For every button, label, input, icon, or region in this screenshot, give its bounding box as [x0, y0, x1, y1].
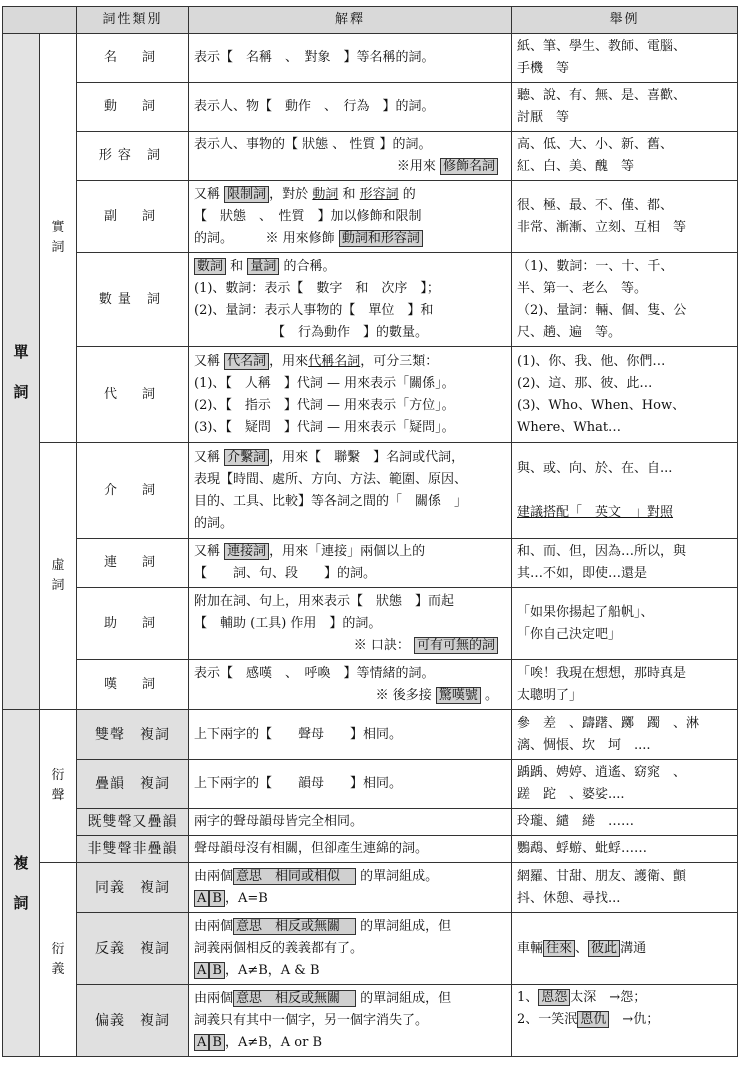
- group-content: [40, 34, 77, 443]
- explain-line: (1)、數詞：表示【 數字 和 次序 】；: [194, 280, 440, 296]
- explain-line: 表示人、物【 動作 、 行為 】的詞。: [194, 99, 435, 114]
- highlight-box: 恩仇: [577, 1011, 609, 1028]
- row-name-antonym: 反義 複詞: [77, 913, 189, 985]
- explain-text: ，用來: [269, 353, 309, 369]
- vertical-char: 衍: [51, 941, 65, 957]
- row-explain-neither: [189, 836, 512, 863]
- group-compound-label: [8, 843, 34, 923]
- explain-text: 和: [342, 186, 356, 202]
- row-explain-quantifier: [189, 253, 512, 347]
- explain-line: 表示【 感嘆 、 呼喚 】等情緒的詞。: [194, 665, 435, 681]
- highlight-box: 意思 相反或無關: [233, 918, 356, 935]
- highlight-box: 量詞: [247, 258, 279, 275]
- highlight-box: 意思 相同或相似: [233, 868, 356, 885]
- vertical-char: 義: [51, 961, 65, 977]
- highlight-box: 數詞: [194, 258, 226, 275]
- explain-text: 又稱: [194, 449, 221, 465]
- row-example-adverb: [512, 181, 738, 253]
- note-text: ※用來: [396, 159, 436, 174]
- example-line: 玲瓏、繾 綣 ……: [517, 814, 635, 829]
- explain-text: 的合稱。: [283, 258, 336, 274]
- explain-text: ，可分三類：: [360, 353, 439, 369]
- group-phonetic: [40, 710, 77, 863]
- explain-text: 又稱: [194, 353, 221, 369]
- row-name-adjective: 形容 詞: [77, 132, 189, 181]
- explain-text: ，用來【 聯繫 】名詞或代詞，: [269, 449, 465, 465]
- row-name-rhyming: 疊韻 複詞: [77, 760, 189, 809]
- group-content-label: [45, 218, 71, 258]
- row-name-interjection: 嘆 詞: [77, 660, 189, 710]
- highlight-box: 動詞和形容詞: [339, 230, 423, 247]
- row-explain-alliterative: [189, 710, 512, 760]
- row-name-adverb: 副 詞: [77, 181, 189, 253]
- example-line: 太聰明了」: [517, 687, 583, 703]
- explain-text: ，用來「連接」兩個以上的: [269, 544, 426, 559]
- row-name-both: 既雙聲又疊韻: [77, 809, 189, 836]
- example-text: →仇；: [609, 1012, 660, 1027]
- group-single: [3, 34, 40, 710]
- vertical-char: 虛: [51, 558, 65, 573]
- row-name-verb: 動 詞: [77, 83, 189, 132]
- note-text: ※ 口訣：: [353, 637, 410, 653]
- explain-line: 聲母韻母沒有相關，但卻產生連綿的詞。: [194, 841, 429, 856]
- example-text: 1、: [517, 990, 539, 1005]
- vertical-char: 衍: [51, 768, 65, 783]
- vertical-char: 詞: [13, 894, 29, 912]
- highlight-box: 介繫詞: [224, 449, 269, 466]
- row-example-antonym: [512, 913, 738, 985]
- highlight-box: 意思 相反或無關: [233, 990, 356, 1007]
- row-name-neither: 非雙聲非疊韻: [77, 836, 189, 863]
- example-line: 與、或、向、於、在、自...: [517, 460, 673, 476]
- example-line: 踽踽、娉婷、逍遙、窈窕 、: [517, 765, 687, 780]
- example-text: 太深 →怨；: [570, 990, 647, 1005]
- example-line: 和、而、但，因為…所以，與: [517, 544, 687, 559]
- highlight-box: 往來: [543, 940, 575, 957]
- explain-line: 上下兩字的【 聲母 】相同。: [194, 726, 403, 742]
- explain-line: 【 狀態 、 性質 】加以修飾和限制: [194, 208, 422, 224]
- example-line: 半、第一、老么 等。: [517, 280, 648, 296]
- explain-line: 【 行為動作 】的數量。: [272, 324, 429, 340]
- example-line: 尺、趟、遍 等。: [517, 324, 622, 340]
- row-explain-both: [189, 809, 512, 836]
- row-example-adjective: [512, 132, 738, 181]
- row-explain-adjective: [189, 132, 512, 181]
- explain-line: 的詞。: [194, 515, 234, 531]
- note-text: ※ 後多接: [375, 687, 432, 703]
- explain-text: 的詞。: [194, 230, 227, 246]
- row-name-conjunction: 連 詞: [77, 539, 189, 588]
- group-phonetic-label: [45, 766, 71, 806]
- letter-box: A: [194, 1034, 209, 1051]
- group-semantic: [40, 863, 77, 1057]
- explain-line: 上下兩字的【 韻母 】相同。: [194, 776, 403, 791]
- example-line: (3)、Who、When、How、: [517, 397, 686, 413]
- part-of-speech-table: [2, 6, 738, 1057]
- row-example-quantifier: [512, 253, 738, 347]
- explain-text: 由兩個: [194, 868, 234, 884]
- example-line: 鸚鵡、蜉蝣、蚍蜉……: [517, 841, 648, 856]
- example-line: 聽、說、有、無、是、喜歡、: [517, 88, 687, 103]
- header-type: 詞性類別: [77, 7, 189, 34]
- row-example-alliterative: [512, 710, 738, 760]
- example-line: 「如果你揚起了船帆」、: [517, 604, 654, 620]
- group-compound: [3, 710, 40, 1057]
- example-text: 2、一笑泯: [517, 1012, 578, 1027]
- vertical-char: 詞: [13, 382, 29, 401]
- group-single-label: [8, 332, 34, 412]
- row-example-conjunction: [512, 539, 738, 588]
- row-example-pronoun: [512, 347, 738, 443]
- vertical-char: 複: [13, 854, 29, 872]
- example-line: Where、What…: [517, 419, 622, 435]
- row-explain-particle: [189, 588, 512, 660]
- row-explain-antonym: [189, 913, 512, 985]
- vertical-char: 聲: [51, 788, 65, 803]
- underlined-term: 形容詞: [359, 186, 399, 202]
- example-text: 車輛: [517, 940, 544, 956]
- explain-line: 附加在詞、句上，用來表示【 狀態 】而起: [194, 593, 455, 609]
- example-text: 溝通: [620, 940, 647, 956]
- example-line: 漓、惆悵、坎 坷 ....: [517, 737, 651, 753]
- explain-line: 【 詞、句、段 】的詞。: [194, 566, 377, 581]
- example-line: 非常、漸漸、立刻、互相 等: [517, 219, 687, 235]
- letter-box: A: [194, 962, 209, 979]
- row-name-synonym: 同義 複詞: [77, 863, 189, 913]
- row-example-both: [512, 809, 738, 836]
- explain-line: 詞義兩個相反的義義都有了。: [194, 940, 364, 956]
- letter-box: B: [209, 962, 225, 979]
- row-name-alliterative: 雙聲 複詞: [77, 710, 189, 760]
- row-example-verb: [512, 83, 738, 132]
- explain-line: (2)、量詞：表示人事物的【 單位 】和: [194, 302, 434, 318]
- explain-line: 【 輔助 (工具) 作用 】的詞。: [194, 615, 382, 631]
- example-line: 抖、休憩、尋找...: [517, 890, 621, 906]
- explain-line: (2)、【 指示 】代詞 — 用來表示「方位」。: [194, 397, 455, 413]
- example-line: 討厭 等: [517, 110, 570, 125]
- highlight-box: 彼此: [588, 940, 620, 957]
- row-explain-partial: [189, 985, 512, 1057]
- explain-note: ※ 後多接 驚嘆號 。: [375, 687, 498, 703]
- explain-text: 和: [230, 258, 244, 274]
- example-line: 「唉！我現在想想，那時真是: [517, 665, 687, 681]
- example-line: 很、極、最、不、僅、都、: [517, 197, 674, 213]
- example-line: （2)、量詞：輛、個、隻、公: [517, 302, 687, 318]
- example-line: 「你自己決定吧」: [517, 626, 622, 642]
- header-explain: 解釋: [189, 7, 512, 34]
- vertical-char: 單: [13, 342, 29, 361]
- explain-text: 由兩個: [194, 990, 234, 1006]
- row-example-rhyming: [512, 760, 738, 809]
- row-example-preposition: [512, 443, 738, 539]
- explain-text: ，A≠B，A & B: [224, 962, 320, 978]
- example-line: (2)、這、那、彼、此…: [517, 375, 653, 391]
- explain-line: (3)、【 疑問 】代詞 — 用來表示「疑問」。: [194, 419, 455, 435]
- highlight-box: 修飾名詞: [440, 158, 498, 175]
- explain-text: 的單詞組成，但: [360, 990, 452, 1006]
- explain-line: 兩字的聲母韻母皆完全相同。: [194, 814, 364, 829]
- explain-note: [194, 635, 506, 657]
- underlined-term: 動詞: [312, 186, 339, 202]
- note-text: ※ 用來修飾: [265, 230, 335, 246]
- row-example-particle: [512, 588, 738, 660]
- explain-line: 目的、工具、比較】等各詞之間的「 關係 」: [194, 493, 468, 509]
- example-line: 紙、筆、學生、教師、電腦、: [517, 39, 687, 54]
- example-line: 紅、白、美、醜 等: [517, 159, 635, 174]
- example-line: 蹉 跎 、婆娑....: [517, 787, 625, 802]
- row-explain-pronoun: [189, 347, 512, 443]
- example-line: 其…不如，即使…還是: [517, 566, 648, 581]
- example-text: 、: [575, 940, 589, 956]
- row-example-neither: [512, 836, 738, 863]
- group-semantic-label: [45, 940, 71, 980]
- vertical-char: 詞: [51, 578, 65, 593]
- row-example-synonym: [512, 863, 738, 913]
- header-example: 舉例: [512, 7, 738, 34]
- explain-text: ，對於: [269, 186, 309, 202]
- explain-text: 又稱: [194, 186, 221, 202]
- group-function-label: [45, 556, 71, 596]
- explain-text: 的: [402, 186, 416, 202]
- row-name-pronoun: 代 詞: [77, 347, 189, 443]
- letter-box: B: [209, 1034, 225, 1051]
- explain-text: 由兩個: [194, 918, 234, 934]
- vertical-char: 詞: [51, 240, 65, 255]
- letter-box: A: [194, 890, 209, 907]
- explain-line: 表示人、事物的【 狀態 、 性質 】的詞。: [194, 137, 432, 152]
- highlight-box: 可有可無的詞: [414, 637, 498, 654]
- highlight-box: 驚嘆號: [436, 687, 481, 704]
- explain-text: ，A≠B，A or B: [224, 1034, 323, 1050]
- row-name-partial: 偏義 複詞: [77, 985, 189, 1057]
- row-example-partial: [512, 985, 738, 1057]
- example-line: 手機 等: [517, 61, 570, 76]
- example-line: 網羅、甘甜、朋友、護衛、顫: [517, 868, 687, 884]
- corner-cell: [3, 7, 77, 34]
- row-name-particle: 助 詞: [77, 588, 189, 660]
- highlight-box: 限制詞: [224, 186, 269, 203]
- explain-line: (1)、【 人稱 】代詞 — 用來表示「關係」。: [194, 375, 455, 391]
- letter-box: B: [209, 890, 225, 907]
- example-line: 高、低、大、小、新、舊、: [517, 137, 674, 152]
- example-line: （1)、數詞：一、十、千、: [517, 258, 674, 274]
- explain-text: ，A=B: [224, 890, 268, 906]
- row-explain-preposition: [189, 443, 512, 539]
- group-function: [40, 443, 77, 710]
- vertical-char: 實: [51, 220, 65, 235]
- row-explain-rhyming: [189, 760, 512, 809]
- explain-note: [194, 156, 506, 178]
- explain-text: 又稱: [194, 544, 221, 559]
- row-explain-adverb: [189, 181, 512, 253]
- row-explain-interjection: [189, 660, 512, 710]
- example-line: 參 差 、躊躇、躑 躅 、淋: [517, 715, 700, 731]
- highlight-box: 連接詞: [224, 543, 269, 560]
- example-line: 建議搭配「 英文 」對照: [517, 504, 674, 520]
- underlined-term: 代稱名詞: [308, 353, 361, 369]
- row-name-noun: 名 詞: [77, 34, 189, 83]
- row-example-interjection: [512, 660, 738, 710]
- explain-line: 表現【時間、處所、方向、方法、範圍、原因、: [194, 471, 468, 487]
- row-explain-conjunction: [189, 539, 512, 588]
- explain-text: 的單詞組成，但: [360, 918, 452, 934]
- row-explain-synonym: [189, 863, 512, 913]
- explain-line: 詞義只有其中一個字，另一個字消失了。: [194, 1012, 429, 1028]
- row-explain-noun: [189, 34, 512, 83]
- highlight-box: 代名詞: [224, 353, 269, 370]
- row-explain-verb: [189, 83, 512, 132]
- explain-text: 的單詞組成。: [360, 868, 439, 884]
- explain-line: 表示【 名稱 、 對象 】等名稱的詞。: [194, 50, 435, 65]
- highlight-box: 恩怨: [538, 989, 570, 1006]
- row-name-quantifier: 數量 詞: [77, 253, 189, 347]
- row-name-preposition: 介 詞: [77, 443, 189, 539]
- example-line: (1)、你、我、他、你們…: [517, 353, 666, 369]
- row-example-noun: [512, 34, 738, 83]
